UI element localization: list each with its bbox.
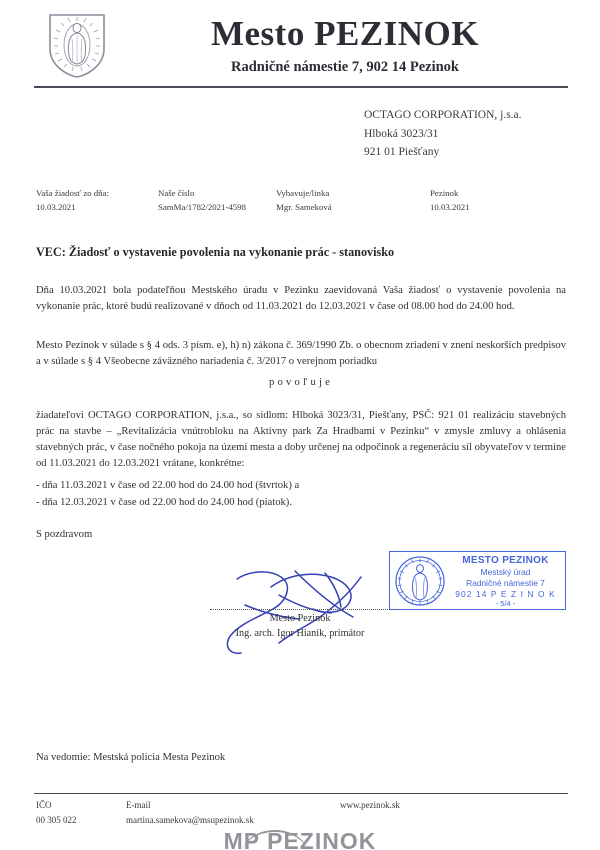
signer-name: Ing. arch. Igor Hianik, primátor bbox=[235, 627, 365, 639]
stamp-line-2: Mestský úrad bbox=[480, 567, 531, 578]
footer-label: IČO bbox=[36, 800, 52, 810]
reference-label: Pezinok bbox=[430, 188, 459, 198]
reference-column-our-number bbox=[158, 186, 246, 215]
footer-divider bbox=[34, 793, 568, 794]
reference-label: Vybavuje/linka bbox=[276, 188, 330, 198]
signature-block bbox=[175, 565, 425, 660]
recipient-address-block bbox=[364, 106, 522, 162]
reference-value: SamMa/1782/2021-4598 bbox=[158, 202, 246, 213]
body-paragraph-3: žiadateľovi OCTAGO CORPORATION, j.s.a., so sídlom: Hlboká 3023/31, Piešťany, PSČ: 921 01 realizáciu stavebných prác na stavbe – „Revitalizácia vnútrobloku na Aktívny park Za Hradbami v Pezinku“ v zmysle zmluvy a ohlásenia stavebných prác, v čase nočného pokoja na území mesta a doby určenej na odpočinok a regeneráciu síl obyvateľov v termíne od 11.03.2021 do 12.03.2021 vrátane, konkrétne: bbox=[36, 410, 566, 470]
reference-column-request-date bbox=[36, 186, 109, 215]
recipient-line-2: Hlboká 3023/31 bbox=[364, 127, 439, 140]
watermark-text: MP PEZINOK bbox=[223, 828, 377, 850]
stamp-text-block bbox=[446, 555, 565, 609]
body-paragraph-2: Mesto Pezinok v súlade s § 4 ods. 3 písm. e), h) n) zákona č. 369/1990 Zb. o obecnom zriadení v znení neskorších predpisov a v súlade s § 4 Všeobecne záväzného nariadenia č. 3/2017 o verejnom poriadku bbox=[36, 340, 566, 368]
closing-salutation: S pozdravom bbox=[36, 529, 93, 540]
recipient-line-1: OCTAGO CORPORATION, j.s.a. bbox=[364, 109, 522, 121]
signer-organization: Mesto Pezinok bbox=[269, 613, 331, 624]
page-title: Mesto PEZINOK bbox=[210, 14, 479, 53]
reference-value: Mgr. Sameková bbox=[276, 202, 332, 213]
pezinok-coat-of-arms-icon bbox=[48, 13, 106, 79]
footer-column-ico bbox=[36, 798, 77, 827]
signature-dotted-line bbox=[210, 609, 390, 610]
cc-note: Na vedomie: Mestská polícia Mesta Pezinok bbox=[36, 752, 226, 763]
footer-label: E-mail bbox=[126, 800, 151, 810]
bottom-watermark-logo bbox=[150, 828, 450, 850]
reference-column-place-date bbox=[430, 186, 470, 215]
stamp-line-5: - 5/4 - bbox=[495, 599, 516, 609]
recipient-line-3: 921 01 Piešťany bbox=[364, 146, 440, 159]
list-item: - dňa 12.03.2021 v čase od 22.00 hod do 24.00 hod (piatok). bbox=[36, 497, 292, 509]
reference-label: Vaša žiadosť zo dňa: bbox=[36, 188, 109, 198]
footer-website-link[interactable]: www.pezinok.sk bbox=[340, 800, 400, 810]
letterhead-header bbox=[0, 0, 600, 92]
subject-line: VEC: Žiadosť o vystavenie povolenia na vykonanie prác - stanovisko bbox=[36, 245, 395, 259]
grant-keyword: povoľuje bbox=[268, 377, 334, 388]
stamp-line-1: MESTO PEZINOK bbox=[462, 555, 549, 566]
reference-value: 10.03.2021 bbox=[430, 202, 470, 213]
header-divider bbox=[34, 86, 568, 88]
permitted-dates-list bbox=[36, 477, 566, 511]
body-paragraph-1: Dňa 10.03.2021 bola podateľňou Mestského úradu v Pezinku zaevidovaná Vaša žiadosť o vystavenie povolenia na vykonanie prác, ktoré budú realizované v dňoch od 11.03.2021 do 12.03.2021 v čase od 08.00 hod do 24.00 hod. bbox=[36, 285, 566, 313]
stamp-line-3: Radničné námestie 7 bbox=[466, 577, 545, 588]
signer-identity bbox=[175, 612, 425, 642]
letterhead-title-block bbox=[130, 16, 560, 76]
reference-column-handled-by bbox=[276, 186, 332, 215]
footer-value: 00 305 022 bbox=[36, 814, 77, 825]
reference-label: Naše číslo bbox=[158, 188, 195, 198]
stamp-line-4: 902 14 P E Z I N O K bbox=[455, 588, 556, 599]
footer-column-website bbox=[340, 798, 400, 813]
reference-value: 10.03.2021 bbox=[36, 202, 76, 213]
list-item: - dňa 11.03.2021 v čase od 22.00 hod do 24.00 hod (štvrtok) a bbox=[36, 480, 300, 491]
footer-email-value[interactable]: martina.samekova@msupezinok.sk bbox=[126, 814, 254, 825]
letterhead-address: Radničné námestie 7, 902 14 Pezinok bbox=[231, 58, 459, 75]
footer-column-email bbox=[126, 798, 254, 827]
